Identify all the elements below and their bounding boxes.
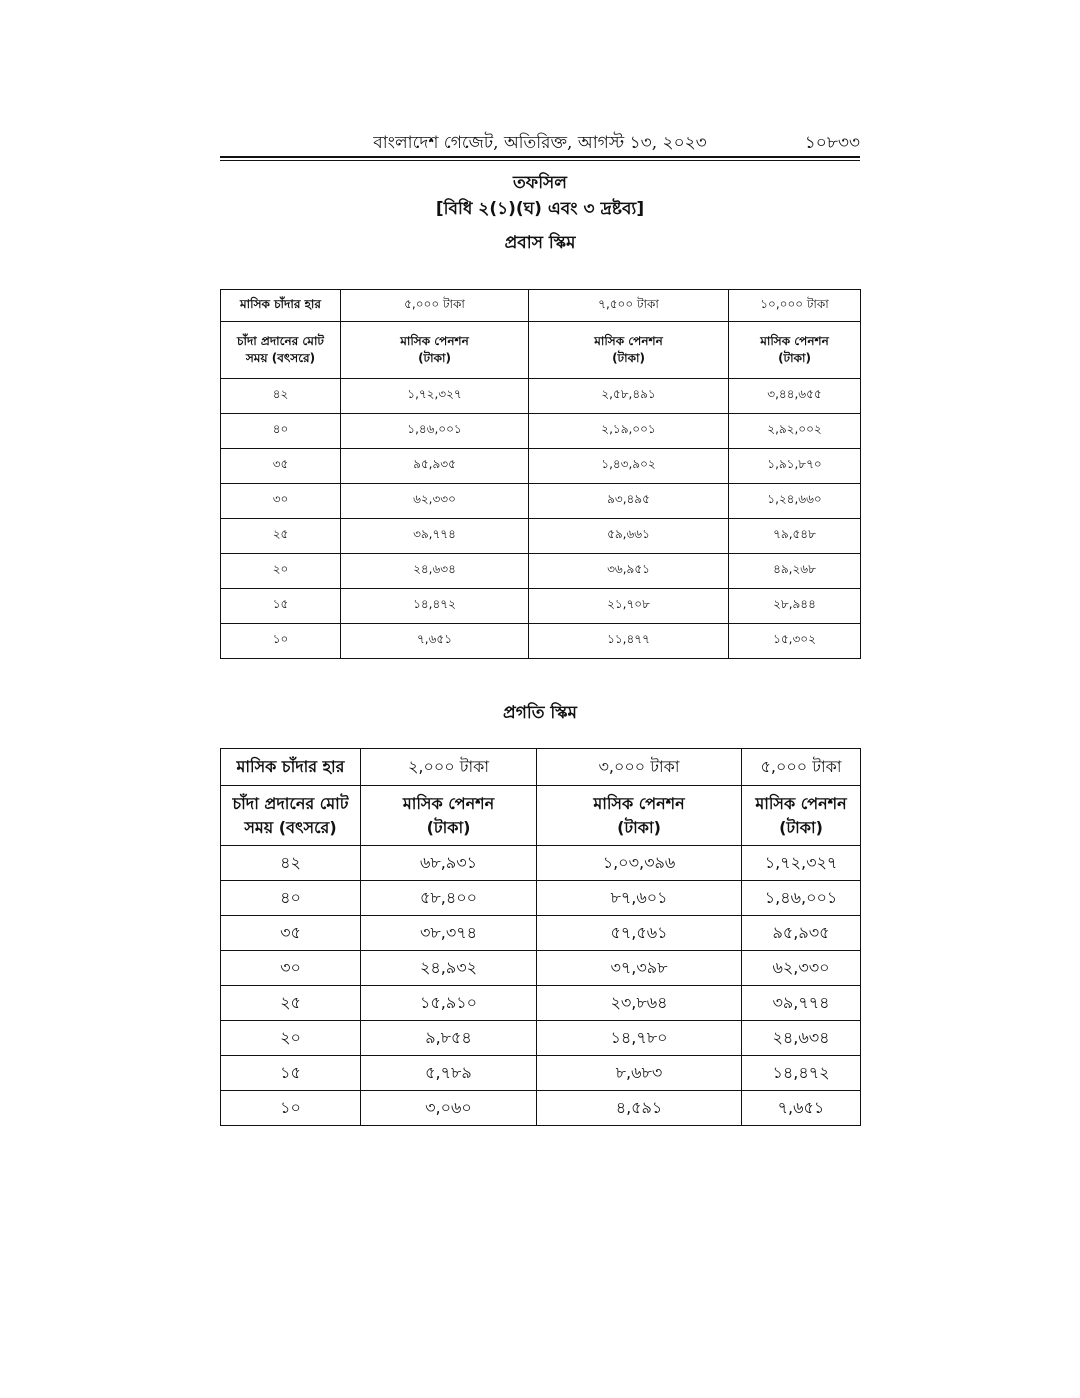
- table-row: [221, 519, 861, 554]
- monthly-pension-header: মাসিক পেনশন (টাকা): [537, 786, 742, 846]
- pension-cell: ৬৮,৯৩১: [361, 846, 537, 881]
- years-cell: ১৫: [221, 589, 341, 624]
- pension-cell: ৬২,৩৩০: [742, 951, 861, 986]
- pension-cell: ২৪,৬৩৪: [341, 554, 529, 589]
- pension-cell: ২,৯২,০০২: [729, 414, 861, 449]
- pension-cell: ১৫,৯১০: [361, 986, 537, 1021]
- years-cell: ৩৫: [221, 916, 361, 951]
- pension-cell: ৯৫,৯৩৫: [742, 916, 861, 951]
- years-cell: ২০: [221, 1021, 361, 1056]
- contribution-rate-cell: ৩,০০০ টাকা: [537, 749, 742, 786]
- table-row: [221, 1091, 861, 1126]
- gazette-title: বাংলাদেশ গেজেট, অতিরিক্ত, আগস্ট ১৩, ২০২৩: [373, 133, 707, 153]
- pension-cell: ৫৯,৬৬১: [529, 519, 729, 554]
- table-row: [221, 484, 861, 519]
- years-cell: ১০: [221, 1091, 361, 1126]
- pension-cell: ৭৯,৫৪৮: [729, 519, 861, 554]
- pension-cell: ৯৩,৪৯৫: [529, 484, 729, 519]
- pension-cell: ৩৯,৭৭৪: [341, 519, 529, 554]
- table-row: [221, 846, 861, 881]
- pension-cell: ১,৭২,৩২৭: [341, 379, 529, 414]
- table-row: [221, 1056, 861, 1091]
- schedule-heading: তফসিল: [513, 173, 567, 193]
- contribution-period-label: চাঁদা প্রদানের মোট সময় (বৎসরে): [221, 322, 341, 379]
- pension-cell: ৩৭,৩৯৮: [537, 951, 742, 986]
- years-cell: ২০: [221, 554, 341, 589]
- pension-cell: ৩,০৬০: [361, 1091, 537, 1126]
- pension-cell: ১৫,৩০২: [729, 624, 861, 659]
- pension-cell: ২৪,৯৩২: [361, 951, 537, 986]
- pension-cell: ৩৬,৯৫১: [529, 554, 729, 589]
- pension-cell: ২৩,৮৬৪: [537, 986, 742, 1021]
- pension-cell: ২৮,৯৪৪: [729, 589, 861, 624]
- pension-cell: ৬২,৩৩০: [341, 484, 529, 519]
- table-row: [221, 379, 861, 414]
- pension-cell: ১১,৪৭৭: [529, 624, 729, 659]
- monthly-pension-header: মাসিক পেনশন (টাকা): [529, 322, 729, 379]
- contribution-period-label: চাঁদা প্রদানের মোট সময় (বৎসরে): [221, 786, 361, 846]
- contribution-rate-row: [221, 749, 861, 786]
- years-cell: ১০: [221, 624, 341, 659]
- pension-cell: ৯,৮৫৪: [361, 1021, 537, 1056]
- table-row: [221, 624, 861, 659]
- contribution-rate-cell: ১০,০০০ টাকা: [729, 290, 861, 322]
- table-row: [221, 414, 861, 449]
- monthly-pension-header: মাসিক পেনশন (টাকা): [729, 322, 861, 379]
- years-cell: ৪২: [221, 846, 361, 881]
- pension-cell: ৭,৬৫১: [341, 624, 529, 659]
- monthly-pension-header: মাসিক পেনশন (টাকা): [361, 786, 537, 846]
- pension-cell: ৫৮,৪০০: [361, 881, 537, 916]
- table-row: [221, 554, 861, 589]
- contribution-rate-label: মাসিক চাঁদার হার: [221, 749, 361, 786]
- contribution-rate-row: [221, 290, 861, 322]
- pension-cell: ৩৮,৩৭৪: [361, 916, 537, 951]
- header-rule-thin: [220, 160, 860, 161]
- years-cell: ৪০: [221, 414, 341, 449]
- page-number: ১০৮৩৩: [804, 133, 860, 153]
- pension-cell: ৫,৭৮৯: [361, 1056, 537, 1091]
- pension-cell: ৭,৬৫১: [742, 1091, 861, 1126]
- contribution-rate-cell: ৫,০০০ টাকা: [341, 290, 529, 322]
- table-row: [221, 449, 861, 484]
- contribution-rate-cell: ৭,৫০০ টাকা: [529, 290, 729, 322]
- years-cell: ৪২: [221, 379, 341, 414]
- contribution-rate-cell: ৫,০০০ টাকা: [742, 749, 861, 786]
- years-cell: ২৫: [221, 519, 341, 554]
- pension-cell: ৮,৬৮৩: [537, 1056, 742, 1091]
- years-cell: ৩০: [221, 484, 341, 519]
- table-row: [221, 589, 861, 624]
- pension-cell: ৯৫,৯৩৫: [341, 449, 529, 484]
- pension-cell: ৪,৫৯১: [537, 1091, 742, 1126]
- header-rule-thick: [220, 156, 860, 158]
- pension-cell: ১,৪৬,০০১: [742, 881, 861, 916]
- years-cell: ১৫: [221, 1056, 361, 1091]
- progoti-scheme-table: [220, 748, 861, 1126]
- probash-scheme-table: [220, 289, 861, 659]
- table-row: [221, 951, 861, 986]
- pension-cell: ১৪,৪৭২: [341, 589, 529, 624]
- pension-cell: ২,১৯,০০১: [529, 414, 729, 449]
- years-cell: ৪০: [221, 881, 361, 916]
- monthly-pension-header: মাসিক পেনশন (টাকা): [742, 786, 861, 846]
- column-header-row: [221, 322, 861, 379]
- table-row: [221, 986, 861, 1021]
- pension-cell: ১,৪৩,৯০২: [529, 449, 729, 484]
- pension-cell: ১,৪৬,০০১: [341, 414, 529, 449]
- contribution-rate-label: মাসিক চাঁদার হার: [221, 290, 341, 322]
- pension-cell: ১,২৪,৬৬০: [729, 484, 861, 519]
- pension-cell: ২,৫৮,৪৯১: [529, 379, 729, 414]
- pension-cell: ১,০৩,৩৯৬: [537, 846, 742, 881]
- progoti-scheme-heading: প্রগতি স্কিম: [503, 703, 577, 723]
- pension-cell: ২৪,৬৩৪: [742, 1021, 861, 1056]
- pension-cell: ১,৯১,৮৭০: [729, 449, 861, 484]
- rule-reference: [বিধি ২(১)(ঘ) এবং ৩ দ্রষ্টব্য]: [435, 199, 645, 219]
- pension-cell: ৮৭,৬০১: [537, 881, 742, 916]
- pension-cell: ৪৯,২৬৮: [729, 554, 861, 589]
- page-header: [220, 128, 860, 158]
- table-row: [221, 881, 861, 916]
- years-cell: ৩০: [221, 951, 361, 986]
- pension-cell: ২১,৭০৮: [529, 589, 729, 624]
- pension-cell: ৫৭,৫৬১: [537, 916, 742, 951]
- pension-cell: ৩,৪৪,৬৫৫: [729, 379, 861, 414]
- pension-cell: ১৪,৪৭২: [742, 1056, 861, 1091]
- table-row: [221, 1021, 861, 1056]
- years-cell: ২৫: [221, 986, 361, 1021]
- pension-cell: ১৪,৭৮০: [537, 1021, 742, 1056]
- monthly-pension-header: মাসিক পেনশন (টাকা): [341, 322, 529, 379]
- years-cell: ৩৫: [221, 449, 341, 484]
- pension-cell: ১,৭২,৩২৭: [742, 846, 861, 881]
- pension-cell: ৩৯,৭৭৪: [742, 986, 861, 1021]
- column-header-row: [221, 786, 861, 846]
- contribution-rate-cell: ২,০০০ টাকা: [361, 749, 537, 786]
- probash-scheme-heading: প্রবাস স্কিম: [504, 233, 576, 253]
- table-row: [221, 916, 861, 951]
